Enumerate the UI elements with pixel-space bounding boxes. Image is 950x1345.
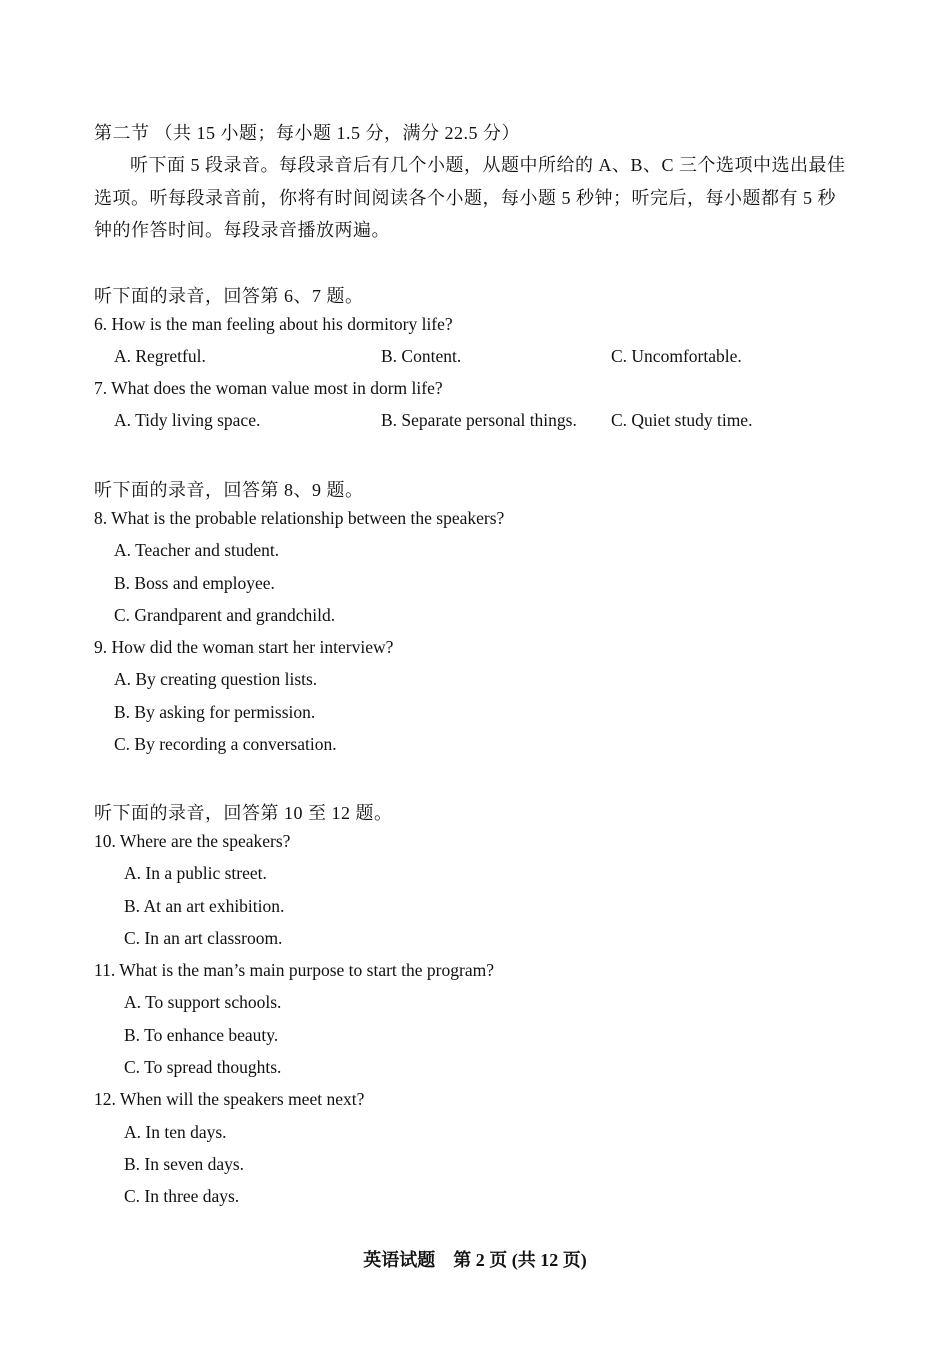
option-b: B. To enhance beauty. [124,1025,279,1045]
option-b: B. At an art exhibition. [124,896,285,916]
question-stem: 10. Where are the speakers? [94,831,291,851]
option-b: B. Separate personal things. [381,410,577,430]
option-a: A. Tidy living space. [114,410,261,430]
option-b: B. Content. [381,346,462,366]
option-a: A. By creating question lists. [114,669,318,689]
option-a: A. In a public street. [124,863,267,883]
section-heading: 第二节 （共 15 小题；每小题 1.5 分，满分 22.5 分） [94,123,520,143]
page-footer: 英语试题 第 2 页 (共 12 页) [363,1250,587,1270]
option-a: A. In ten days. [124,1122,227,1142]
instruction-line-1: 听下面 5 段录音。每段录音后有几个小题，从题中所给的 A、B、C 三个选项中选出最佳 [130,155,846,175]
instruction-line-3: 钟的作答时间。每段录音播放两遍。 [94,220,390,240]
option-b: B. Boss and employee. [114,573,275,593]
question-stem: 12. When will the speakers meet next? [94,1089,365,1109]
option-a: A. To support schools. [124,992,282,1012]
group-title: 听下面的录音，回答第 8、9 题。 [94,480,364,500]
option-b: B. By asking for permission. [114,702,316,722]
option-c: C. Uncomfortable. [611,346,742,366]
option-c: C. To spread thoughts. [124,1057,282,1077]
option-a: A. Teacher and student. [114,540,280,560]
option-a: A. Regretful. [114,346,206,366]
question-stem: 7. What does the woman value most in dorm life? [94,378,443,398]
option-c: C. Grandparent and grandchild. [114,605,336,625]
option-c: C. In three days. [124,1186,240,1206]
group-title: 听下面的录音，回答第 10 至 12 题。 [94,803,393,823]
question-stem: 9. How did the woman start her interview? [94,637,394,657]
question-stem: 11. What is the man’s main purpose to start the program? [94,960,494,980]
question-stem: 6. How is the man feeling about his dormitory life? [94,314,453,334]
instruction-line-2: 选项。听每段录音前，你将有时间阅读各个小题，每小题 5 秒钟；听完后，每小题都有 5 秒 [94,188,836,208]
option-c: C. Quiet study time. [611,410,753,430]
option-c: C. In an art classroom. [124,928,283,948]
group-title: 听下面的录音，回答第 6、7 题。 [94,286,364,306]
option-b: B. In seven days. [124,1154,245,1174]
question-stem: 8. What is the probable relationship between the speakers? [94,508,505,528]
option-c: C. By recording a conversation. [114,734,337,754]
